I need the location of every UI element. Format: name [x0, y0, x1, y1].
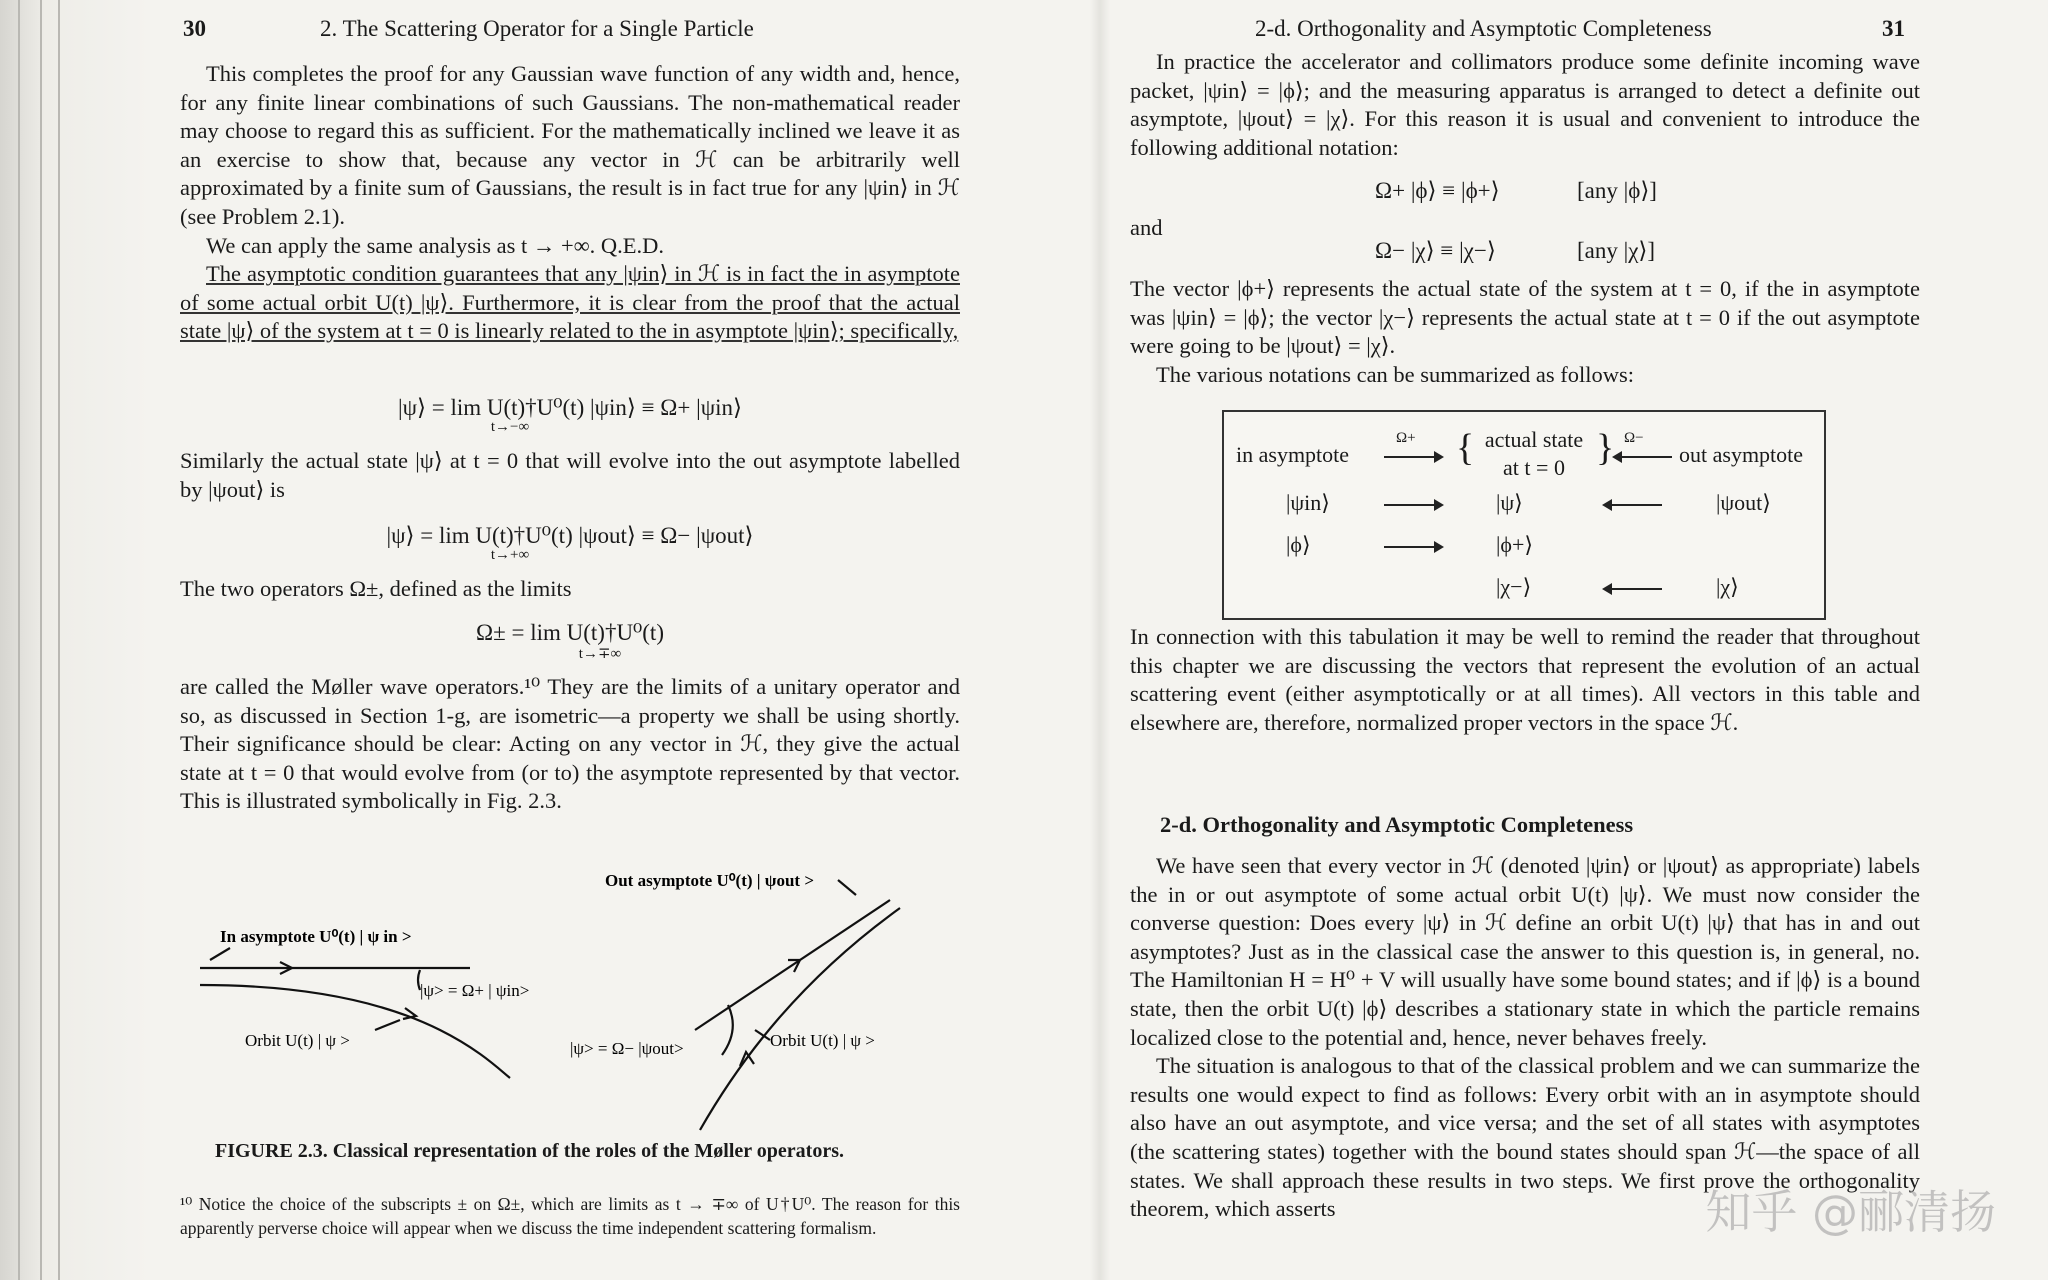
right-page	[1130, 0, 1920, 1280]
table-arrow-plus	[1384, 456, 1442, 458]
page-gutter	[1090, 0, 1110, 1280]
table-right-brace: }	[1596, 427, 1615, 469]
table-r1-actual: |ψ⟩	[1496, 490, 1523, 515]
right-page-number: 31	[1882, 16, 1905, 41]
left-p1: This completes the proof for any Gaussian wave function of any width and, hence, for any finite linear combinations of such Gaussians. The non-mathematical reader may choose to regard this as sufficient. For the mathematically inclined we leave it as an exercise to show that, because any vector in ℋ can be arbitrarily well approximated by a finite sum of Gaussians, the result is in fact true for any |ψin⟩ in ℋ (see Problem 2.1).	[180, 61, 960, 229]
right-eq1: Ω+ |ϕ⟩ ≡ |ϕ+⟩	[1375, 178, 1500, 203]
in-label-pointer	[210, 948, 230, 960]
left-equation-2	[180, 523, 960, 564]
footnote-10: ¹⁰ Notice the choice of the subscripts ± on Ω±, which are limits as t → ∓∞ of U†U⁰. The reason for this apparently perverse choice will appear when we discuss the time independent scattering formalism.	[180, 1194, 960, 1238]
out-asymptote-label: Out asymptote U⁰(t) | ψout >	[605, 871, 815, 890]
left-paragraph-1	[180, 60, 960, 346]
right-header-title: 2-d. Orthogonality and Asymptotic Completeness	[1255, 16, 1712, 41]
section-heading: 2-d. Orthogonality and Asymptotic Completeness	[1160, 812, 1634, 837]
right-eq1-note: [any |ϕ⟩]	[1577, 178, 1657, 203]
table-col-out: out asymptote	[1679, 442, 1804, 467]
left-eq1-limit: t→−∞	[490, 419, 530, 435]
left-equation-3	[180, 620, 960, 663]
orbit-right-label: Orbit U(t) | ψ >	[770, 1031, 875, 1050]
psi-plus-label: |ψ> = Ω+ | ψin>	[420, 981, 530, 1000]
left-eq3: Ω± = lim U(t)†U⁰(t)	[476, 620, 664, 645]
left-p2: We can apply the same analysis as t → +∞. Q.E.D.	[206, 232, 665, 258]
left-header-title: 2. The Scattering Operator for a Single Particle	[320, 16, 754, 41]
left-eq2-limit: t→+∞	[490, 547, 530, 563]
right-paragraph-1	[1130, 48, 1920, 162]
right-eq2-note: [any |χ⟩]	[1577, 238, 1656, 263]
out-bracket	[722, 1005, 733, 1055]
left-eq2: |ψ⟩ = lim U(t)†U⁰(t) |ψout⟩ ≡ Ω− |ψout⟩	[386, 523, 754, 548]
orbit-left-arrow	[403, 1008, 416, 1019]
right-running-head	[1130, 16, 1920, 50]
table-arrow-minus	[1614, 456, 1672, 458]
binding-line	[40, 0, 42, 1280]
right-p1: In practice the accelerator and collimators produce some definite incoming wave packet, |ψin⟩ = |ϕ⟩; and the measuring apparatus is arranged to detect a definite out asymptote, |ψout⟩ = |χ⟩. For this reason it is usual and convenient to introduce the following additional notation:	[1130, 49, 1920, 160]
book-binding	[0, 0, 150, 1280]
left-page-number: 30	[183, 16, 206, 41]
left-paragraph-4	[180, 447, 960, 504]
in-asymptote-label: In asymptote U⁰(t) | ψ in >	[220, 927, 412, 946]
table-col-actual-bottom: at t = 0	[1503, 455, 1565, 480]
right-and: and	[1130, 215, 1163, 240]
right-paragraph-5	[1130, 852, 1920, 1224]
left-equation-1	[180, 395, 960, 436]
psi-minus-label: |ψ> = Ω− |ψout>	[570, 1039, 684, 1058]
table-r3-actual: |χ−⟩	[1496, 574, 1532, 599]
left-p5: The two operators Ω±, defined as the limits	[180, 576, 572, 601]
left-paragraph-6	[180, 673, 960, 816]
left-page	[180, 0, 960, 1280]
table-r1-arrow-r	[1384, 504, 1442, 506]
table-r1-arrow-l	[1604, 504, 1662, 506]
table-omega-minus: Ω−	[1624, 430, 1644, 446]
table-r2-arrow-r	[1384, 546, 1442, 548]
table-omega-plus: Ω+	[1396, 430, 1416, 446]
table-col-actual	[1474, 426, 1594, 482]
binding-line	[18, 0, 20, 1280]
right-paragraph-2	[1130, 275, 1920, 389]
left-paragraph-5	[180, 575, 960, 604]
left-p4: Similarly the actual state |ψ⟩ at t = 0 that will evolve into the out asymptote labelled by |ψout⟩ is	[180, 448, 960, 502]
binding-line	[58, 0, 60, 1280]
table-r2-in: |ϕ⟩	[1286, 532, 1311, 557]
right-p3: The various notations can be summarized as follows:	[1156, 361, 1635, 387]
table-r1-out: |ψout⟩	[1716, 490, 1771, 515]
out-label-pointer	[838, 880, 856, 895]
table-r3-arrow-l	[1604, 588, 1662, 590]
table-left-brace: {	[1456, 427, 1475, 469]
left-p6: are called the Møller wave operators.¹⁰ They are the limits of a unitary operator and so, as discussed in Section 1-g, are isometric—a property we shall be using shortly. Their significance should be clear: Acting on any vector in ℋ, they give the actual state at t = 0 that would evolve from (or to) the asymptote represented by that vector. This is illustrated symbolically in Fig. 2.3.	[180, 674, 960, 814]
right-p2: The vector |ϕ+⟩ represents the actual state of the system at t = 0, if the in asymptote was |ψin⟩ = |ϕ⟩; the vector |χ−⟩ represents the actual state at t = 0 if the out asymptote were going to be |ψout⟩ = |χ⟩.	[1130, 276, 1920, 359]
table-r2-actual: |ϕ+⟩	[1496, 532, 1533, 557]
table-r1-in: |ψin⟩	[1286, 490, 1330, 515]
left-eq3-limit: t→∓∞	[578, 646, 622, 662]
notation-table	[1222, 410, 1826, 620]
orbit-left-pointer	[375, 1020, 400, 1030]
table-r3-out: |χ⟩	[1716, 574, 1739, 599]
moller-figure	[180, 860, 940, 1140]
out-asymptote-line	[695, 900, 890, 1030]
right-p5: We have seen that every vector in ℋ (denoted |ψin⟩ or |ψout⟩ as appropriate) labels the in or out asymptote of some actual orbit U(t) |ψ⟩. We must now consider the converse question: Does every |ψ⟩ in ℋ define an orbit U(t) |ψ⟩ that has in and out asymptotes? Just as in the classical case the answer to this question is, in general, no. The Hamiltonian H = H⁰ + V will usually have some bound states; and if |ϕ⟩ is a bound state, then the orbit U(t) |ϕ⟩ describes a stationary state in which the particle remains localized close to the potential and, hence, never behaves freely.	[1130, 853, 1920, 1050]
left-p3: The asymptotic condition guarantees that any |ψin⟩ in ℋ is in fact the in asymptote of some actual orbit U(t) |ψ⟩. Furthermore, it is clear from the proof that the actual state |ψ⟩ of the system at t = 0 is linearly related to the in asymptote |ψin⟩; specifically,	[180, 261, 960, 344]
table-col-in: in asymptote	[1236, 442, 1350, 467]
figure-caption: FIGURE 2.3. Classical representation of the roles of the Møller operators.	[215, 1140, 844, 1162]
right-p6: The situation is analogous to that of the classical problem and we can summarize the results one would expect to find as follows: Every orbit with an in asymptote should also have an out asymptote, and vice versa; and the set of all states with asymptotes (the scattering states) together with the bound states should span ℋ—the space of all states. We shall approach these results in two steps. We first prove the orthogonality theorem, which asserts	[1130, 1053, 1920, 1222]
right-eq2: Ω− |χ⟩ ≡ |χ−⟩	[1375, 238, 1496, 263]
right-paragraph-4	[1130, 623, 1920, 737]
orbit-left-label: Orbit U(t) | ψ >	[245, 1031, 350, 1050]
watermark: 知乎 @郦清扬	[1705, 1185, 1996, 1239]
orbit-right-curve	[700, 908, 900, 1130]
left-eq1: |ψ⟩ = lim U(t)†U⁰(t) |ψin⟩ ≡ Ω+ |ψin⟩	[398, 395, 742, 420]
table-col-actual-top: actual state	[1484, 427, 1584, 452]
left-running-head	[180, 16, 960, 50]
right-p4: In connection with this tabulation it may be well to remind the reader that throughout this chapter we are discussing the vectors that represent the evolution of an actual scattering event (either asymptotically or at all times). All vectors in this table and elsewhere are, therefore, normalized proper vectors in the space ℋ.	[1130, 624, 1920, 735]
